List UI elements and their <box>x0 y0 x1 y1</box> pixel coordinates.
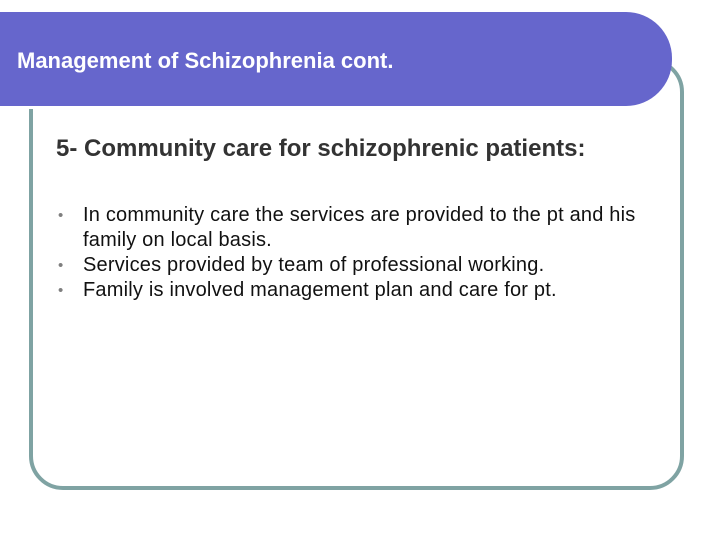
bullet-item <box>56 278 676 303</box>
slide-title: Management of Schizophrenia cont. <box>17 48 394 73</box>
bullet-list <box>56 203 676 303</box>
bullet-text: In community care the services are provided to the pt and his family on local basis. <box>83 204 636 251</box>
bullet-dot-icon: • <box>58 282 64 299</box>
bullet-text: Services provided by team of professional working. <box>83 254 545 276</box>
title-divider <box>0 106 636 109</box>
bullet-dot-icon: • <box>58 207 64 224</box>
bullet-item <box>56 203 676 253</box>
bullet-item <box>56 253 676 278</box>
bullet-text: Family is involved management plan and care for pt. <box>83 279 557 301</box>
section-heading: 5- Community care for schizophrenic patients: <box>56 135 586 162</box>
title-bar <box>0 12 672 106</box>
bullet-dot-icon: • <box>58 257 64 274</box>
